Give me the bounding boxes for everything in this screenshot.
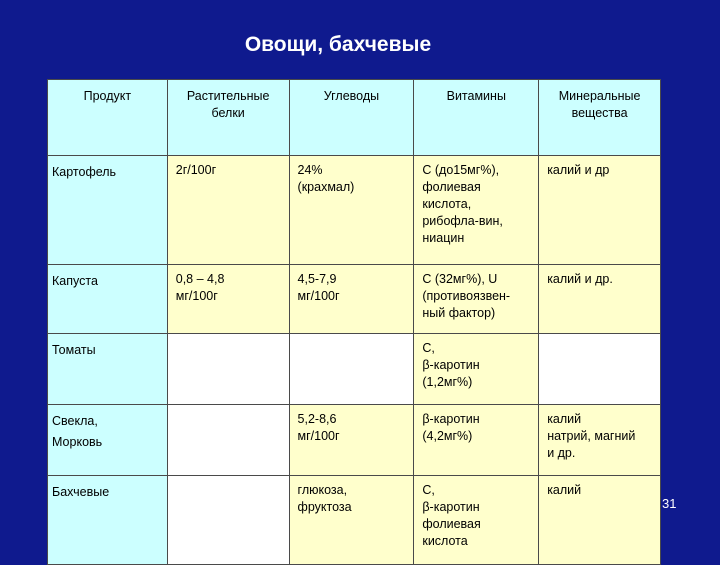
cell-text: калий — [547, 483, 582, 497]
header-protein: Растительные белки — [167, 80, 289, 156]
cell-carbs — [289, 334, 414, 405]
cell-vitamins — [414, 476, 539, 565]
cell-text: глюкоза, фруктоза — [297, 483, 352, 514]
cell-text: калий натрий, магний и др. — [547, 412, 636, 460]
cell-protein — [167, 265, 289, 334]
cell-text: β-каротин (4,2мг%) — [422, 412, 480, 443]
page-number: 31 — [662, 496, 677, 511]
cell-protein — [167, 405, 289, 476]
cell-text: Бахчевые — [52, 485, 110, 499]
cell-minerals — [539, 476, 661, 565]
cell-minerals — [539, 334, 661, 405]
cell-product — [48, 476, 168, 565]
cell-vitamins — [414, 334, 539, 405]
header-minerals: Минеральные вещества — [539, 80, 661, 156]
cell-protein — [167, 476, 289, 565]
table-row — [48, 265, 661, 334]
cell-product — [48, 156, 168, 265]
cell-text: Капуста — [52, 274, 98, 288]
cell-carbs — [289, 476, 414, 565]
header-vitamins: Витамины — [414, 80, 539, 156]
cell-text: Томаты — [52, 343, 96, 357]
cell-carbs — [289, 265, 414, 334]
cell-text: Картофель — [52, 165, 117, 179]
table-row — [48, 476, 661, 565]
table-row — [48, 334, 661, 405]
cell-text: С (32мг%), U (противоязвен- ный фактор) — [422, 272, 511, 320]
cell-text: 5,2-8,6 мг/100г — [297, 412, 340, 443]
cell-product — [48, 405, 168, 476]
table-row — [48, 156, 661, 265]
cell-text: калий и др — [547, 163, 610, 177]
cell-product — [48, 265, 168, 334]
cell-minerals — [539, 405, 661, 476]
table-header-row — [48, 80, 661, 156]
cell-text: Свекла, Морковь — [52, 414, 103, 449]
cell-minerals — [539, 265, 661, 334]
cell-vitamins — [414, 405, 539, 476]
header-carbs: Углеводы — [289, 80, 414, 156]
cell-text: С, β-каротин (1,2мг%) — [422, 341, 480, 389]
cell-text: 2г/100г — [175, 163, 217, 177]
cell-protein — [167, 156, 289, 265]
slide-title: Овощи, бахчевые — [244, 33, 432, 56]
cell-minerals — [539, 156, 661, 265]
cell-vitamins — [414, 156, 539, 265]
table-row — [48, 405, 661, 476]
nutrition-table — [47, 79, 661, 565]
cell-text: калий и др. — [547, 272, 613, 286]
cell-text: 0,8 – 4,8 мг/100г — [175, 272, 225, 303]
cell-carbs — [289, 405, 414, 476]
header-product: Продукт — [48, 80, 168, 156]
cell-carbs — [289, 156, 414, 265]
cell-text: 24% (крахмал) — [297, 163, 355, 194]
cell-text: С, β-каротин фолиевая кислота — [422, 483, 481, 548]
cell-text: 4,5-7,9 мг/100г — [297, 272, 340, 303]
cell-text: С (до15мг%), фолиевая кислота, рибофла-вин, ниацин — [422, 163, 503, 245]
cell-protein — [167, 334, 289, 405]
cell-product — [48, 334, 168, 405]
cell-vitamins — [414, 265, 539, 334]
